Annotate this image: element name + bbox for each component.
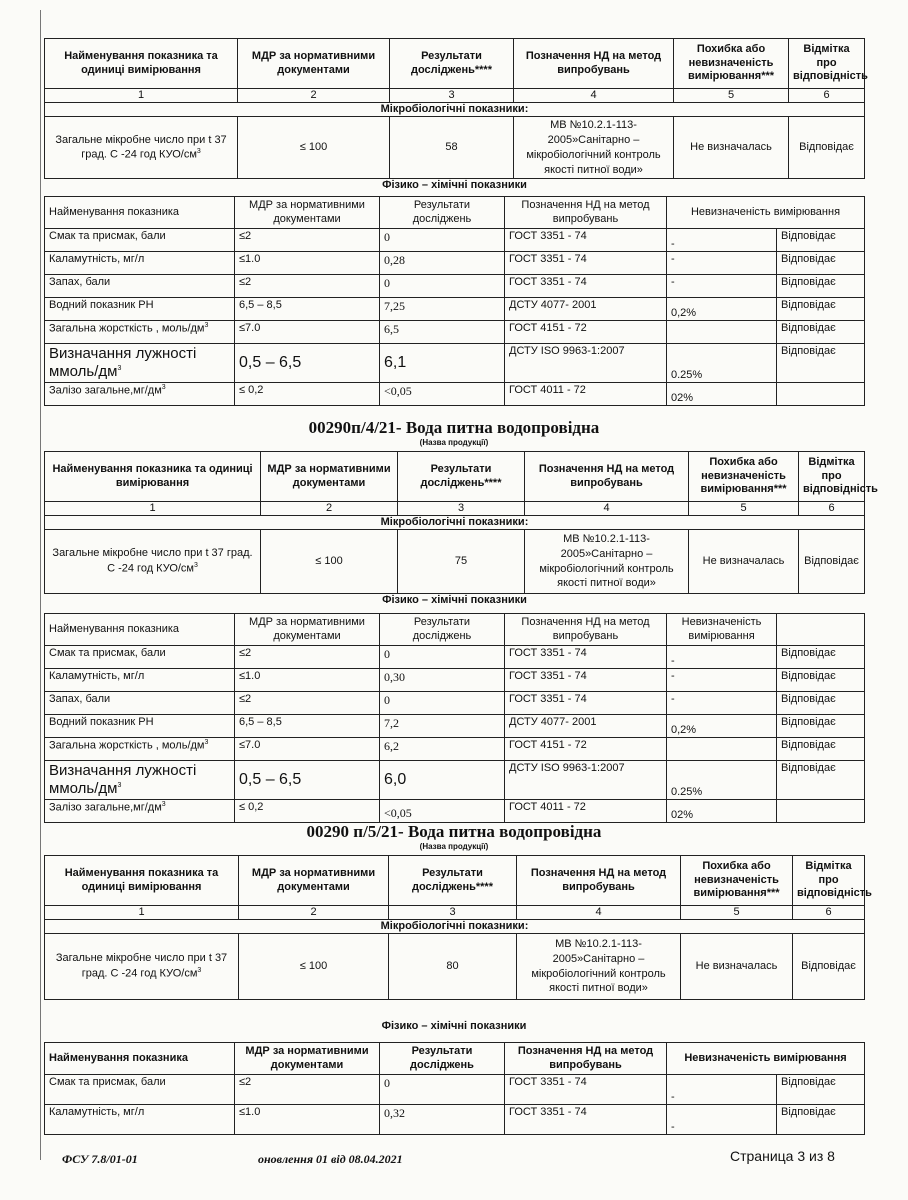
header-method: Позначення НД на метод випробувань: [505, 614, 667, 646]
indicator-name: Визначання лужності ммоль/$дм^3$: [45, 761, 235, 800]
conformity-value: [777, 800, 865, 823]
micro-indicator: Загальне мікробне число при t 37 град. С -24 год КУО/$см^3$: [45, 530, 261, 594]
micro-table-1: [44, 38, 868, 192]
indicator-name-text: Залізо загальне,мг/дм: [49, 384, 162, 397]
norm-value: ≤2: [235, 275, 380, 298]
col-num: 5: [674, 89, 789, 103]
section-phys: Фізико – хімічні показники: [45, 594, 865, 608]
col-num: 6: [799, 502, 865, 516]
uncertainty-value: -: [667, 275, 777, 298]
sample-2-subtitle: (Назва продукції): [419, 438, 489, 447]
method-code: ГОСТ 4011 - 72: [505, 800, 667, 823]
sample-3-subtitle: (Назва продукції): [419, 842, 489, 851]
conformity-value: Відповідає: [777, 715, 865, 738]
uncertainty-value: 02%: [667, 800, 777, 823]
uncertainty-value: 0,2%: [667, 715, 777, 738]
norm-value: ≤1.0: [235, 1105, 380, 1135]
col-num: 1: [45, 89, 238, 103]
left-margin-line: [40, 10, 41, 1160]
section-micro: Мікробіологічні показники:: [45, 516, 865, 530]
indicator-name: Смак та присмак, бали: [45, 1075, 235, 1105]
method-code: ГОСТ 3351 - 74: [505, 1105, 667, 1135]
method-code: ГОСТ 3351 - 74: [505, 252, 667, 275]
method-code: ГОСТ 4151 - 72: [505, 738, 667, 761]
indicator-name: Визначання лужності ммоль/$дм^3$: [45, 344, 235, 383]
conformity-value: [777, 383, 865, 406]
uncertainty-value: -: [667, 692, 777, 715]
result-value: 0: [380, 229, 505, 252]
uncertainty-value: 02%: [667, 383, 777, 406]
uncertainty-value: 0.25%: [667, 344, 777, 383]
header-indicator: Найменування показника та одиниці вимірювання: [45, 39, 238, 89]
result-value: 6,2: [380, 738, 505, 761]
method-code: ГОСТ 3351 - 74: [505, 669, 667, 692]
header-indicator: Найменування показника та одиниці вимірювання: [45, 452, 261, 502]
conformity-value: Відповідає: [777, 298, 865, 321]
indicator-name: Залізо $загальне,мг/дм^3$: [45, 383, 235, 406]
phys-table-2: [44, 613, 865, 823]
method-code: ГОСТ 3351 - 74: [505, 275, 667, 298]
indicator-name: Водний показник PH: [45, 715, 235, 738]
conformity-value: Відповідає: [777, 1105, 865, 1135]
conformity-value: Відповідає: [777, 275, 865, 298]
conformity-value: Відповідає: [777, 321, 865, 344]
header-norm: МДР за нормативними документами: [238, 39, 390, 89]
micro-error: Не визначалась: [689, 530, 799, 594]
uncertainty-value: -: [667, 646, 777, 669]
method-code: ДСТУ ISO 9963-1:2007: [505, 761, 667, 800]
phys-table-3: [44, 1042, 865, 1135]
method-code: ГОСТ 3351 - 74: [505, 229, 667, 252]
col-num: 3: [390, 89, 514, 103]
uncertainty-value: -: [667, 1105, 777, 1135]
header-uncertainty: Невизначеність вимірювання: [667, 197, 865, 229]
micro-table-3: [44, 855, 872, 1000]
header-norm: МДР за нормативними документами: [235, 1043, 380, 1075]
header-error: Похибка або невизначеність вимірювання***: [689, 452, 799, 502]
header-uncertainty: Невизначеність вимірювання: [667, 614, 777, 646]
result-value: 7,2: [380, 715, 505, 738]
conformity-value: Відповідає: [777, 252, 865, 275]
result-value: 0,28: [380, 252, 505, 275]
indicator-name: Запах, бали: [45, 692, 235, 715]
section-phys: Фізико – хімічні показники: [45, 179, 865, 193]
norm-value: 0,5 – 6,5: [235, 344, 380, 383]
header-indicator: Найменування показника та одиниці вимірювання: [45, 856, 239, 906]
result-value: 0,32: [380, 1105, 505, 1135]
indicator-name: Загальна жорсткість , моль/$дм^3$: [45, 321, 235, 344]
indicator-name-text: Визначання лужності ммоль/дм: [49, 345, 197, 380]
conformity-value: Відповідає: [777, 669, 865, 692]
header-result: Результати досліджень: [380, 614, 505, 646]
phys-table-1: [44, 196, 865, 406]
result-value: 0: [380, 646, 505, 669]
uncertainty-value: -: [667, 669, 777, 692]
conformity-value: Відповідає: [777, 344, 865, 383]
conformity-value: Відповідає: [777, 646, 865, 669]
micro-indicator-text: Загальне мікробне число при t 37 град. С -24 год КУО/см: [55, 952, 228, 980]
header-result: Результати досліджень****: [398, 452, 525, 502]
norm-value: 6,5 – 8,5: [235, 715, 380, 738]
micro-norm: ≤ 100: [238, 117, 390, 179]
norm-value: ≤ 0,2: [235, 800, 380, 823]
header-method: Позначення НД на метод випробувань: [505, 197, 667, 229]
col-num: 5: [681, 906, 793, 920]
footer-form-code: ФСУ 7.8/01-01: [62, 1152, 138, 1166]
uncertainty-value: -: [667, 252, 777, 275]
result-value: 6,1: [380, 344, 505, 383]
indicator-name-text: Залізо загальне,мг/дм: [49, 801, 162, 814]
norm-value: ≤7.0: [235, 321, 380, 344]
indicator-name: Каламутність, мг/л: [45, 252, 235, 275]
micro-conformity: Відповідає: [799, 530, 865, 594]
section-micro: Мікробіологічні показники:: [45, 920, 865, 934]
norm-value: ≤1.0: [235, 252, 380, 275]
header-error: Похибка або невизначеність вимірювання***: [681, 856, 793, 906]
micro-method: МВ №10.2.1-113-2005»Санітарно – мікробіологічний контроль якості питної води»: [514, 117, 674, 179]
indicator-name: Загальна жорсткість , моль/$дм^3$: [45, 738, 235, 761]
result-value: <0,05: [380, 383, 505, 406]
micro-method: МВ №10.2.1-113-2005»Санітарно – мікробіологічний контроль якості питної води»: [517, 934, 681, 1000]
uncertainty-value: [667, 738, 777, 761]
indicator-name-text: Загальна жорсткість , моль/дм: [49, 739, 205, 752]
method-code: ГОСТ 4151 - 72: [505, 321, 667, 344]
header-conformity: Відмітка про відповідність: [789, 39, 865, 89]
indicator-name: Залізо $загальне,мг/дм^3$: [45, 800, 235, 823]
col-num: 1: [45, 502, 261, 516]
method-code: ДСТУ 4077- 2001: [505, 715, 667, 738]
micro-indicator-text: Загальне мікробне число при t 37 град. С -24 год КУО/см: [52, 547, 253, 575]
header-result: Результати досліджень: [380, 197, 505, 229]
header-norm: МДР за нормативними документами: [235, 614, 380, 646]
uncertainty-value: -: [667, 1075, 777, 1105]
method-code: ГОСТ 3351 - 74: [505, 1075, 667, 1105]
result-value: <0,05: [380, 800, 505, 823]
header-norm: МДР за нормативними документами: [239, 856, 389, 906]
method-code: ГОСТ 4011 - 72: [505, 383, 667, 406]
indicator-name: Каламутність, мг/л: [45, 669, 235, 692]
header-result: Результати досліджень: [380, 1043, 505, 1075]
norm-value: ≤2: [235, 229, 380, 252]
section-micro: Мікробіологічні показники:: [45, 103, 865, 117]
indicator-name-text: Визначання лужності ммоль/дм: [49, 762, 197, 797]
header-result: Результати досліджень****: [390, 39, 514, 89]
result-value: 6,0: [380, 761, 505, 800]
header-conformity: Відмітка про відповідність: [793, 856, 865, 906]
indicator-name: Водний показник PH: [45, 298, 235, 321]
indicator-name: Каламутність, мг/л: [45, 1105, 235, 1135]
norm-value: ≤2: [235, 646, 380, 669]
conformity-value: Відповідає: [777, 229, 865, 252]
uncertainty-value: [667, 321, 777, 344]
conformity-value: Відповідає: [777, 692, 865, 715]
result-value: 7,25: [380, 298, 505, 321]
conformity-value: Відповідає: [777, 738, 865, 761]
header-norm: МДР за нормативними документами: [261, 452, 398, 502]
micro-error: Не визначалась: [681, 934, 793, 1000]
col-num: 5: [689, 502, 799, 516]
col-num: 4: [514, 89, 674, 103]
micro-norm: ≤ 100: [239, 934, 389, 1000]
uncertainty-value: 0,2%: [667, 298, 777, 321]
footer-update: оновлення 01 від 08.04.2021: [258, 1152, 403, 1166]
header-method: Позначення НД на метод випробувань: [525, 452, 689, 502]
col-num: 3: [389, 906, 517, 920]
uncertainty-value: -: [667, 229, 777, 252]
micro-indicator: Загальне мікробне число при t 37 град. С -24 год КУО/$см^3$: [45, 117, 238, 179]
col-num: 2: [261, 502, 398, 516]
col-num: 4: [517, 906, 681, 920]
micro-result: 80: [389, 934, 517, 1000]
method-code: ГОСТ 3351 - 74: [505, 692, 667, 715]
micro-conformity: Відповідає: [793, 934, 865, 1000]
indicator-name: Смак та присмак, бали: [45, 646, 235, 669]
method-code: ДСТУ 4077- 2001: [505, 298, 667, 321]
micro-error: Не визначалась: [674, 117, 789, 179]
micro-indicator-text: Загальне мікробне число при t 37 град. С -24 год КУО/см: [55, 133, 227, 162]
header-indicator: Найменування показника: [45, 197, 235, 229]
norm-value: 0,5 – 6,5: [235, 761, 380, 800]
header-error: Похибка або невизначеність вимірювання***: [674, 39, 789, 89]
micro-table-2: [44, 451, 878, 607]
col-num: 6: [793, 906, 865, 920]
sample-3-title: 00290 п/5/21- Вода питна водопровідна: [306, 822, 602, 841]
norm-value: ≤2: [235, 1075, 380, 1105]
result-value: 0: [380, 692, 505, 715]
header-method: Позначення НД на метод випробувань: [505, 1043, 667, 1075]
norm-value: ≤7.0: [235, 738, 380, 761]
header-indicator: Найменування показника: [45, 1043, 235, 1075]
norm-value: ≤2: [235, 692, 380, 715]
header-result: Результати досліджень****: [389, 856, 517, 906]
conformity-value: Відповідає: [777, 761, 865, 800]
indicator-name-text: Загальна жорсткість , моль/дм: [49, 322, 205, 335]
col-num: 3: [398, 502, 525, 516]
col-num: 6: [789, 89, 865, 103]
conformity-value: Відповідає: [777, 1075, 865, 1105]
norm-value: 6,5 – 8,5: [235, 298, 380, 321]
header-indicator: Найменування показника: [45, 614, 235, 646]
section-phys: Фізико – хімічні показники: [381, 1020, 527, 1032]
result-value: 0: [380, 275, 505, 298]
result-value: 0: [380, 1075, 505, 1105]
result-value: 6,5: [380, 321, 505, 344]
header-conformity: Відмітка про відповідність: [799, 452, 865, 502]
header-norm: МДР за нормативними документами: [235, 197, 380, 229]
indicator-name: Смак та присмак, бали: [45, 229, 235, 252]
micro-indicator: Загальне мікробне число при t 37 град. С -24 год КУО/$см^3$: [45, 934, 239, 1000]
indicator-name: Запах, бали: [45, 275, 235, 298]
method-code: ГОСТ 3351 - 74: [505, 646, 667, 669]
micro-norm: ≤ 100: [261, 530, 398, 594]
result-value: 0,30: [380, 669, 505, 692]
col-num: 1: [45, 906, 239, 920]
micro-result: 58: [390, 117, 514, 179]
page-number: Страница 3 из 8: [730, 1148, 835, 1164]
micro-conformity: Відповідає: [789, 117, 865, 179]
norm-value: ≤1.0: [235, 669, 380, 692]
header-method: Позначення НД на метод випробувань: [517, 856, 681, 906]
sample-2-title: 00290п/4/21- Вода питна водопровідна: [308, 418, 600, 437]
micro-method: МВ №10.2.1-113-2005»Санітарно – мікробіологічний контроль якості питної води»: [525, 530, 689, 594]
norm-value: ≤ 0,2: [235, 383, 380, 406]
col-num: 2: [238, 89, 390, 103]
header-uncertainty: Невизначеність вимірювання: [667, 1043, 865, 1075]
micro-result: 75: [398, 530, 525, 594]
col-num: 4: [525, 502, 689, 516]
header-method: Позначення НД на метод випробувань: [514, 39, 674, 89]
header-blank: [777, 614, 865, 646]
col-num: 2: [239, 906, 389, 920]
uncertainty-value: 0.25%: [667, 761, 777, 800]
method-code: ДСТУ ISO 9963-1:2007: [505, 344, 667, 383]
